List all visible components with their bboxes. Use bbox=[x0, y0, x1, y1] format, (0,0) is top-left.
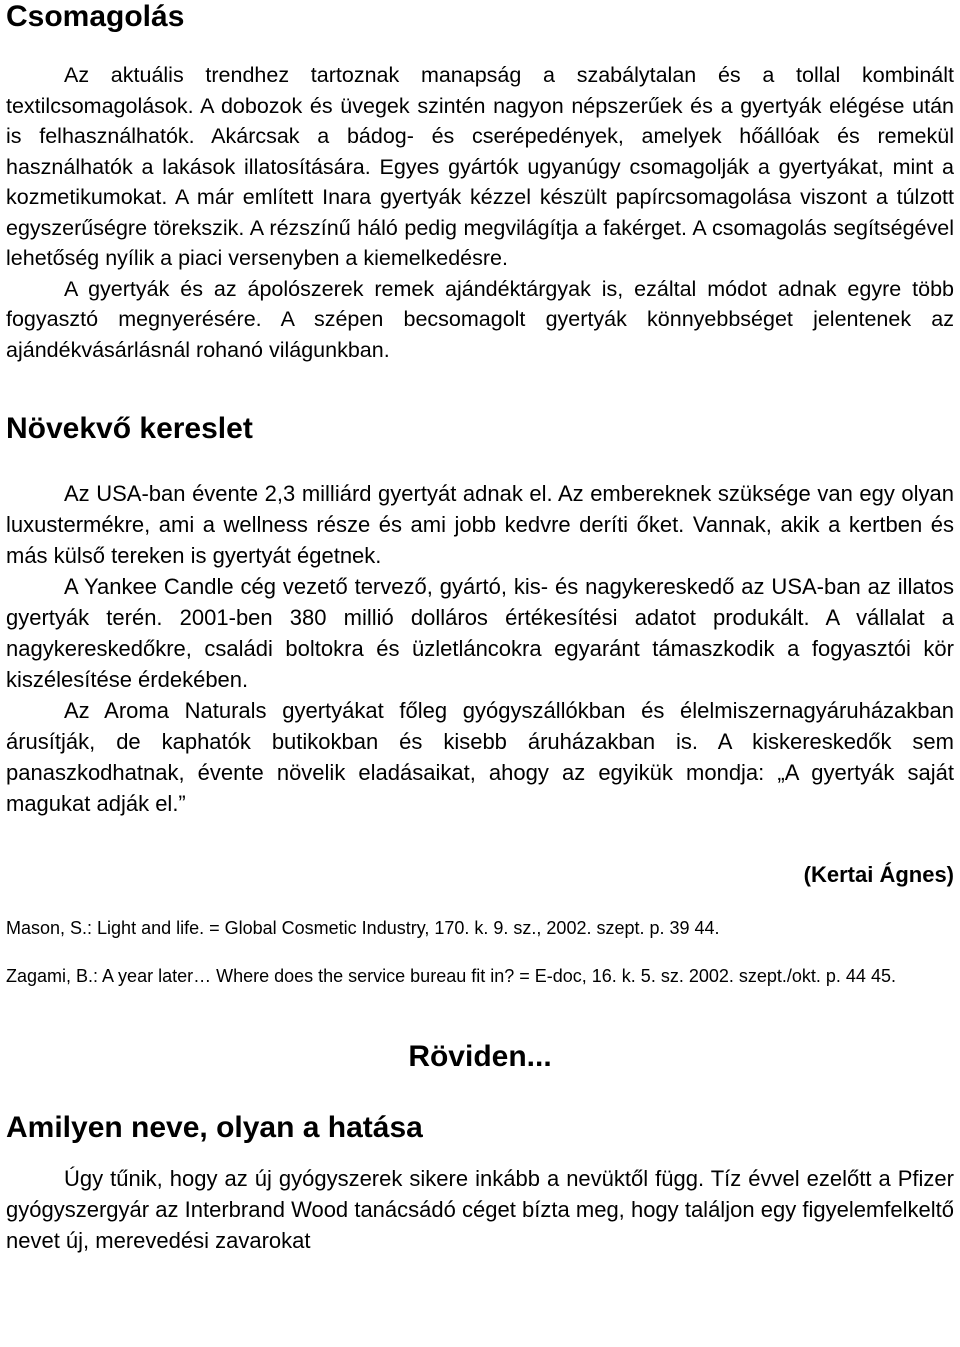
section-title-csomagolas: Csomagolás bbox=[6, 0, 185, 33]
reference-item: Mason, S.: Light and life. = Global Cosmetic Industry, 170. k. 9. sz., 2002. szept. p. 39 44. bbox=[6, 918, 720, 938]
paragraph: A gyertyák és az ápolószerek remek ajándéktárgyak is, ezáltal módot adnak egyre több fogyasztó megnyerésére. A szépen becsomagolt gyertyák könnyebbséget jelentenek az ajándékvásárlásnál rohanó világunkban. bbox=[6, 276, 954, 362]
section-body-amilyen bbox=[6, 1163, 954, 1256]
section-title-novekvo: Növekvő kereslet bbox=[6, 412, 253, 445]
section-title-roviden: Röviden... bbox=[408, 1040, 552, 1073]
section-title-amilyen: Amilyen neve, olyan a hatása bbox=[6, 1111, 423, 1144]
paragraph: Úgy tűnik, hogy az új gyógyszerek sikere inkább a nevüktől függ. Tíz évvel ezelőtt a Pfizer gyógyszergyár az Interbrand Wood tanácsádó céget bízta meg, hogy találjon egy figyelemfelkeltő nevet új, merevedési zavarokat bbox=[6, 1166, 954, 1253]
references-list bbox=[6, 915, 954, 989]
paragraph: Az USA-ban évente 2,3 milliárd gyertyát adnak el. Az embereknek szüksége van egy olyan luxustermékre, ami a wellness része és ami jobb kedvre deríti őket. Vannak, akik a kertben és más külső tereken is gyertyát égetnek. bbox=[6, 481, 954, 568]
section-body-novekvo bbox=[6, 478, 954, 819]
author-signature: (Kertai Ágnes) bbox=[803, 862, 954, 887]
paragraph: Az aktuális trendhez tartoznak manapság a szabálytalan és a tollal kombinált textilcsomagolások. A dobozok és üvegek szintén nagyon népszerűek és a gyertyák elégése után is felhasználhatók. Akárcsak a bádog- és cserépedények, amelyek hőállóak és remekül használhatók a lakások illatosítására. Egyes gyártók ugyanúgy csomagolják a gyertyákat, mint a kozmetikumokat. A már említett Inara gyertyák kézzel készült papírcsomagolása viszont a túlzott egyszerűségre törekszik. A rézszínű háló pedig megvilágítja a fakérget. A csomagolás segítségével lehetőség nyílik a piaci versenyben a kiemelkedésre. bbox=[6, 63, 954, 270]
paragraph: Az Aroma Naturals gyertyákat főleg gyógyszállókban és élelmiszernagyáruházakban árusítják, de kaphatók butikokban és kisebb áruházakban is. A kiskereskedők sem panaszkodhatnak, évente növelik eladásaikat, ahogy az egyikük mondja: „A gyertyák saját magukat adják el.” bbox=[6, 698, 954, 816]
section-body-csomagolas bbox=[6, 60, 954, 365]
reference-item: Zagami, B.: A year later… Where does the service bureau fit in? = E-doc, 16. k. 5. sz. 2002. szept./okt. p. 44 45. bbox=[6, 966, 896, 986]
paragraph: A Yankee Candle cég vezető tervező, gyártó, kis- és nagykereskedő az USA-ban az illatos gyertyák terén. 2001-ben 380 millió dolláros értékesítési adatot produkált. A vállalat a nagykereskedőkre, családi boltokra és üzletláncokra egyaránt támaszkodik a fogyasztói kör kiszélesítése érdekében. bbox=[6, 574, 954, 692]
